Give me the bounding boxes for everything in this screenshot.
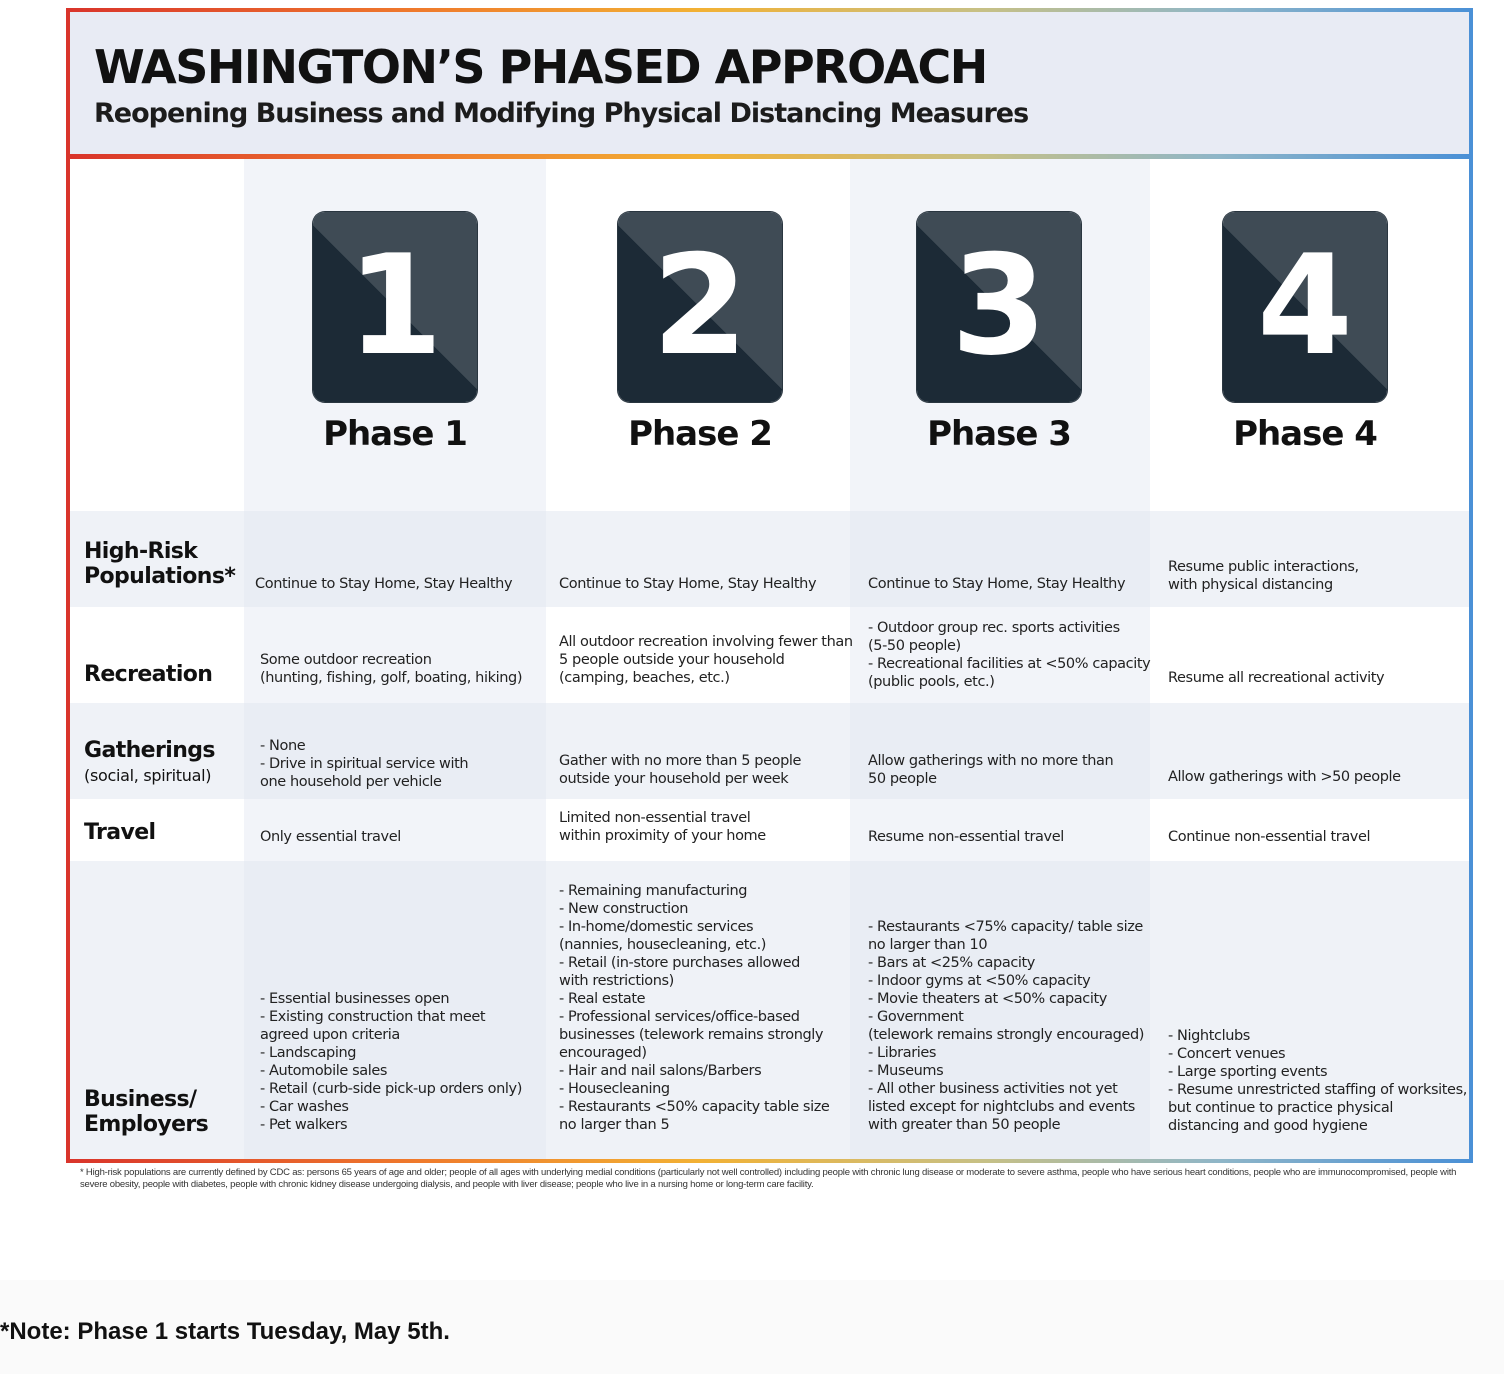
phase-3-badge <box>917 212 1081 402</box>
phase-1-label: Phase 1 <box>323 414 467 454</box>
travel-phase-2: Limited non-essential travel within proximity of your home <box>559 810 766 844</box>
phase-4-badge <box>1223 212 1387 402</box>
phase-1-badge <box>313 212 477 402</box>
phase-3-label: Phase 3 <box>927 414 1071 454</box>
phase-1-number: 1 <box>346 225 444 386</box>
phase-4-label: Phase 4 <box>1233 414 1377 454</box>
high-risk-phase-4: Resume public interactions, with physical distancing <box>1168 559 1359 593</box>
row-label-gatherings-title: Gatherings <box>84 738 215 763</box>
phase-1-header <box>245 212 545 454</box>
phase-3-header <box>849 212 1149 454</box>
page-subtitle: Reopening Business and Modifying Physical Distancing Measures <box>94 98 1029 129</box>
business-phase-3: - Restaurants <75% capacity/ table size no larger than 10 - Bars at <25% capacity - Indoor gyms at <50% capacity - Movie theaters at <50% capacity - Government (telework remains strongly encouraged) - Libraries - Museums - All other business activities not yet listed except for nightclubs and events with greater than 50 people <box>868 919 1145 1133</box>
phase-2-label: Phase 2 <box>628 414 772 454</box>
phase-4-number: 4 <box>1256 225 1354 386</box>
infographic-body <box>70 12 1469 1159</box>
phase-2-badge <box>618 212 782 402</box>
row-label-gatherings <box>84 738 215 788</box>
gatherings-phase-3: Allow gatherings with no more than 50 people <box>868 753 1114 787</box>
row-label-high-risk: High-Risk Populations* <box>84 539 236 589</box>
row-label-recreation: Recreation <box>84 662 213 687</box>
header-gradient-rule <box>70 154 1469 159</box>
recreation-phase-1: Some outdoor recreation (hunting, fishing, golf, boating, hiking) <box>260 652 523 686</box>
row-label-business: Business/ Employers <box>84 1087 209 1137</box>
phase-2-number: 2 <box>651 225 749 386</box>
gatherings-phase-4: Allow gatherings with >50 people <box>1168 769 1401 785</box>
recreation-phase-4: Resume all recreational activity <box>1168 670 1385 686</box>
phase-1-start-note: *Note: Phase 1 starts Tuesday, May 5th. <box>0 1318 450 1345</box>
business-phase-2: - Remaining manufacturing - New construction - In-home/domestic services (nannies, housecleaning, etc.) - Retail (in-store purchases allowed with restrictions) - Real estate - Professional services/office-based businesses (telework remains strongly encouraged) - Hair and nail salons/Barbers - Housecleaning - Restaurants <50% capacity table size no larger than 5 <box>559 883 830 1133</box>
recreation-phase-3: - Outdoor group rec. sports activities (5-50 people) - Recreational facilities at <50% capacity (public pools, etc.) <box>868 620 1151 690</box>
business-phase-1: - Essential businesses open - Existing construction that meet agreed upon criteria - Landscaping - Automobile sales - Retail (curb-side pick-up orders only) - Car washes - Pet walkers <box>260 991 522 1133</box>
page-title: WASHINGTON’S PHASED APPROACH <box>94 40 987 94</box>
travel-phase-4: Continue non-essential travel <box>1168 829 1371 845</box>
gatherings-phase-1: - None - Drive in spiritual service with one household per vehicle <box>260 738 469 790</box>
travel-phase-1: Only essential travel <box>260 829 401 845</box>
phase-2-header <box>550 212 850 454</box>
phase-4-header <box>1155 212 1455 454</box>
row-label-travel: Travel <box>84 820 156 845</box>
travel-phase-3: Resume non-essential travel <box>868 829 1064 845</box>
gatherings-phase-2: Gather with no more than 5 people outside your household per week <box>559 753 802 787</box>
high-risk-phase-1: Continue to Stay Home, Stay Healthy <box>255 576 513 592</box>
recreation-phase-2: All outdoor recreation involving fewer than 5 people outside your household (camping, beaches, etc.) <box>559 634 853 686</box>
row-label-gatherings-sub: (social, spiritual) <box>84 766 212 785</box>
header <box>70 12 1469 154</box>
phase-3-number: 3 <box>950 225 1048 386</box>
business-phase-4: - Nightclubs - Concert venues - Large sporting events - Resume unrestricted staffing of worksites, but continue to practice physical distancing and good hygiene <box>1168 1028 1467 1134</box>
high-risk-phase-3: Continue to Stay Home, Stay Healthy <box>868 576 1126 592</box>
high-risk-phase-2: Continue to Stay Home, Stay Healthy <box>559 576 817 592</box>
footnote: * High-risk populations are currently defined by CDC as: persons 65 years of age and older; people of all ages with underlying medial conditions (particularly not well controlled) including people with chronic lung disease or moderate to severe asthma, people who have serious heart conditions, people who are immunocompromised, people with severe obesity, people with diabetes, people with chronic kidney disease undergoing dialysis, and people with liver disease; people who live in a nursing home or long-term care facility. <box>80 1167 1457 1190</box>
infographic-frame <box>66 8 1473 1163</box>
